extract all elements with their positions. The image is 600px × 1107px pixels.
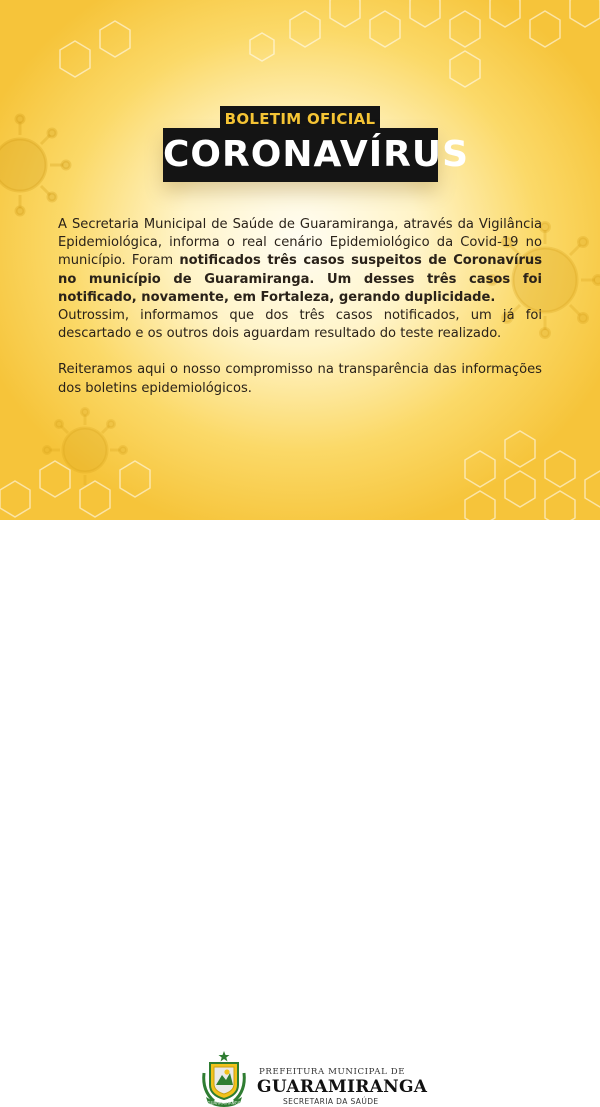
footer-city-name: GUARAMIRANGA (257, 1077, 427, 1097)
paragraph-update: Outrossim, informamos que dos três casos notificados, um já foi descartado e os outros dois aguardam resultado do teste realizado. (58, 307, 542, 343)
paragraph-spacer (58, 343, 542, 361)
page-title: CORONAVÍRUS (163, 128, 438, 182)
paragraph-situation (58, 216, 542, 307)
footer-prefecture-label: PREFEITURA MUNICIPAL DE (259, 1067, 399, 1077)
municipal-crest-icon (200, 1051, 248, 1107)
footer-department-label: SECRETARIA DA SAÚDE (283, 1097, 379, 1106)
virus-icon (0, 115, 70, 215)
poster-background (0, 0, 600, 520)
virus-icon (44, 409, 127, 486)
bulletin-label: BOLETIM OFICIAL (220, 106, 380, 132)
paragraph-commitment: Reiteramos aqui o nosso compromisso na transparência das informações dos boletins epidemiológicos. (58, 361, 542, 397)
paragraph-situation-intro: A Secretaria Municipal de Saúde de Guaramiranga, através da Vigilância Epidemiológica, informa o real cenário Epidemiológico da Covid-19 no município. Foram (58, 217, 542, 268)
svg-text:GUARAMIRANGA: GUARAMIRANGA (208, 1101, 241, 1106)
announcement-text (58, 216, 542, 398)
paragraph-situation-highlight: notificados três casos suspeitos de Coronavírus no município de Guaramiranga. Um desses três casos foi notificado, novamente, em Fortaleza, gerando duplicidade. (58, 253, 542, 304)
footer (0, 520, 600, 600)
